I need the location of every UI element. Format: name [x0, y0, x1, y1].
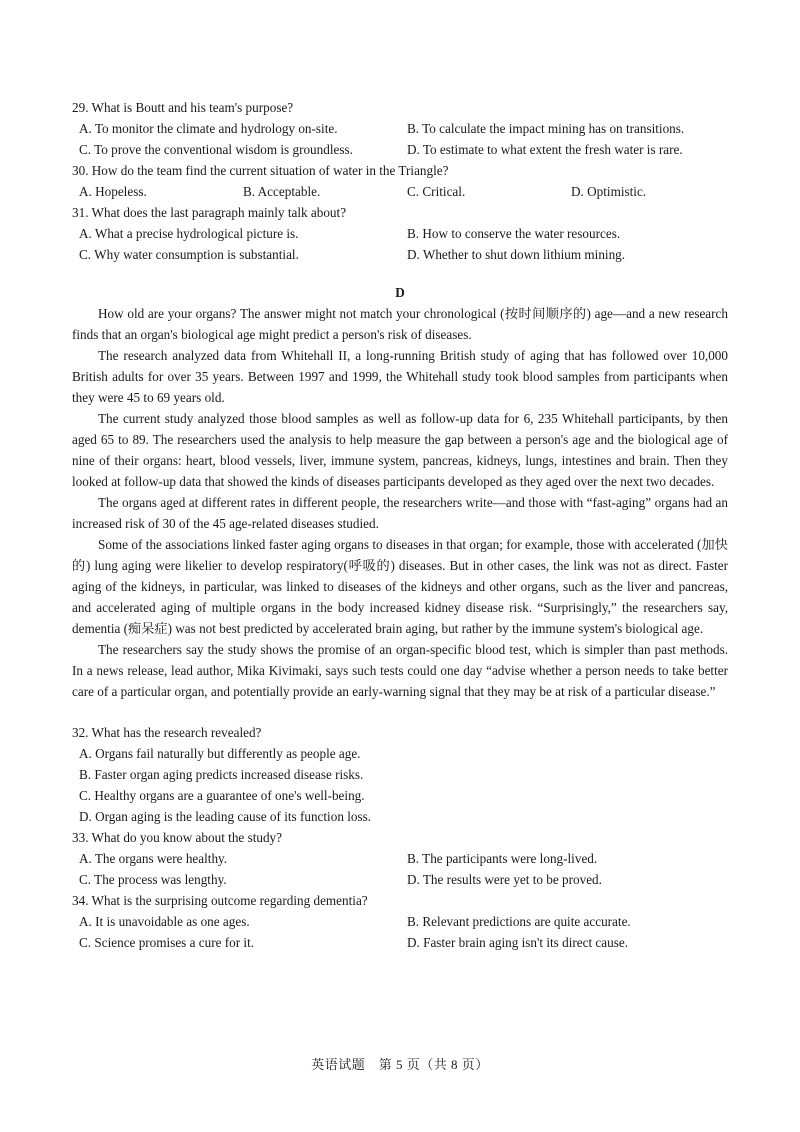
- option-b: B. To calculate the impact mining has on transitions.: [407, 121, 685, 136]
- question-stem: 33. What do you know about the study?: [72, 830, 282, 845]
- option-b: B. How to conserve the water resources.: [407, 226, 621, 241]
- option-d: D. Organ aging is the leading cause of its function loss.: [79, 809, 372, 824]
- option-c: C. The process was lengthy.: [79, 872, 227, 887]
- passage-paragraph: The current study analyzed those blood samples as well as follow-up data for 6, 235 Whitehall participants, by then aged 65 to 89. The researchers used the analysis to help measure the gap between a person's age and the biological age of nine of their organs: heart, blood vessels, liver, immune system, pancreas, kidneys, lungs, intestines and brain. Then they looked at follow-up data that showed the kinds of diseases participants developed as they aged over the next two decades.: [72, 411, 728, 489]
- option-b: B. Relevant predictions are quite accurate.: [407, 914, 631, 929]
- question-stem: 29. What is Boutt and his team's purpose?: [72, 100, 294, 115]
- option-b: B. Faster organ aging predicts increased disease risks.: [79, 767, 364, 782]
- option-c: C. Critical.: [407, 184, 466, 199]
- option-c: C. Science promises a cure for it.: [79, 935, 255, 950]
- option-row: [72, 118, 728, 139]
- question-33: [72, 827, 728, 890]
- option-a: A. It is unavoidable as one ages.: [79, 914, 250, 929]
- option-d: D. The results were yet to be proved.: [407, 872, 602, 887]
- question-32: [72, 722, 728, 827]
- option-row: [72, 911, 728, 932]
- option-row: [72, 139, 728, 160]
- option-row: [72, 223, 728, 244]
- option-d: D. Optimistic.: [571, 184, 647, 199]
- passage-paragraph: The research analyzed data from Whitehall II, a long-running British study of aging that has followed over 10,000 British adults for over 35 years. Between 1997 and 1999, the Whitehall study took blood samples from participants when they were 45 to 69 years old.: [72, 348, 728, 405]
- question-stem: 32. What has the research revealed?: [72, 725, 262, 740]
- question-30: [72, 160, 728, 202]
- option-b: B. The participants were long-lived.: [407, 851, 598, 866]
- option-row: [72, 848, 728, 869]
- question-31: [72, 202, 728, 265]
- option-row: [72, 869, 728, 890]
- option-c: C. To prove the conventional wisdom is groundless.: [79, 142, 353, 157]
- passage-title: D: [395, 285, 405, 300]
- passage-paragraph: Some of the associations linked faster aging organs to diseases in that organ; for example, those with accelerated (加快的) lung aging were likelier to develop respiratory(呼吸的) diseases. But in other cases, the link was not as direct. Faster aging of the kidneys, in particular, was linked to diseases of the kidneys and other organs, such as the liver and pancreas, and accelerated aging of multiple organs in the body increased kidney disease risk. “Surprisingly,” the researchers say, dementia (痴呆症) was not best predicted by accelerated brain aging, but rather by the immune system's biological age.: [72, 537, 728, 636]
- option-d: D. To estimate to what extent the fresh water is rare.: [407, 142, 683, 157]
- option-row: [72, 244, 728, 265]
- option-a: A. Hopeless.: [79, 184, 147, 199]
- option-c: C. Why water consumption is substantial.: [79, 247, 299, 262]
- option-a: A. Organs fail naturally but differently as people age.: [79, 746, 361, 761]
- passage-body: [72, 303, 728, 702]
- exam-page: [72, 97, 728, 953]
- passage-paragraph: How old are your organs? The answer might not match your chronological (按时间顺序的) age—and a new research finds that an organ's biological age might predict a person's risk of diseases.: [72, 306, 728, 342]
- option-a: A. The organs were healthy.: [79, 851, 228, 866]
- option-d: D. Faster brain aging isn't its direct cause.: [407, 935, 629, 950]
- passage-paragraph: The researchers say the study shows the promise of an organ-specific blood test, which is simpler than past methods. In a news release, lead author, Mika Kivimaki, says such tests could one day “advise whether a person needs to take better care of a particular organ, and potentially provide an early-warning signal that they may be at risk of a particular disease.”: [72, 642, 728, 699]
- page-footer: 英语试题 第 5 页（共 8 页）: [311, 1057, 489, 1072]
- question-stem: 34. What is the surprising outcome regarding dementia?: [72, 893, 368, 908]
- option-a: A. To monitor the climate and hydrology on-site.: [79, 121, 338, 136]
- question-stem: 30. How do the team find the current situation of water in the Triangle?: [72, 163, 449, 178]
- option-d: D. Whether to shut down lithium mining.: [407, 247, 626, 262]
- option-a: A. What a precise hydrological picture is.: [79, 226, 299, 241]
- question-stem: 31. What does the last paragraph mainly talk about?: [72, 205, 347, 220]
- option-row: [72, 932, 728, 953]
- option-row: [72, 181, 728, 202]
- option-c: C. Healthy organs are a guarantee of one's well-being.: [79, 788, 365, 803]
- option-b: B. Acceptable.: [243, 184, 321, 199]
- question-34: [72, 890, 728, 953]
- question-29: [72, 97, 728, 160]
- passage-paragraph: The organs aged at different rates in different people, the researchers write—and those with “fast-aging” organs had an increased risk of 30 of the 45 age-related diseases studied.: [72, 495, 728, 531]
